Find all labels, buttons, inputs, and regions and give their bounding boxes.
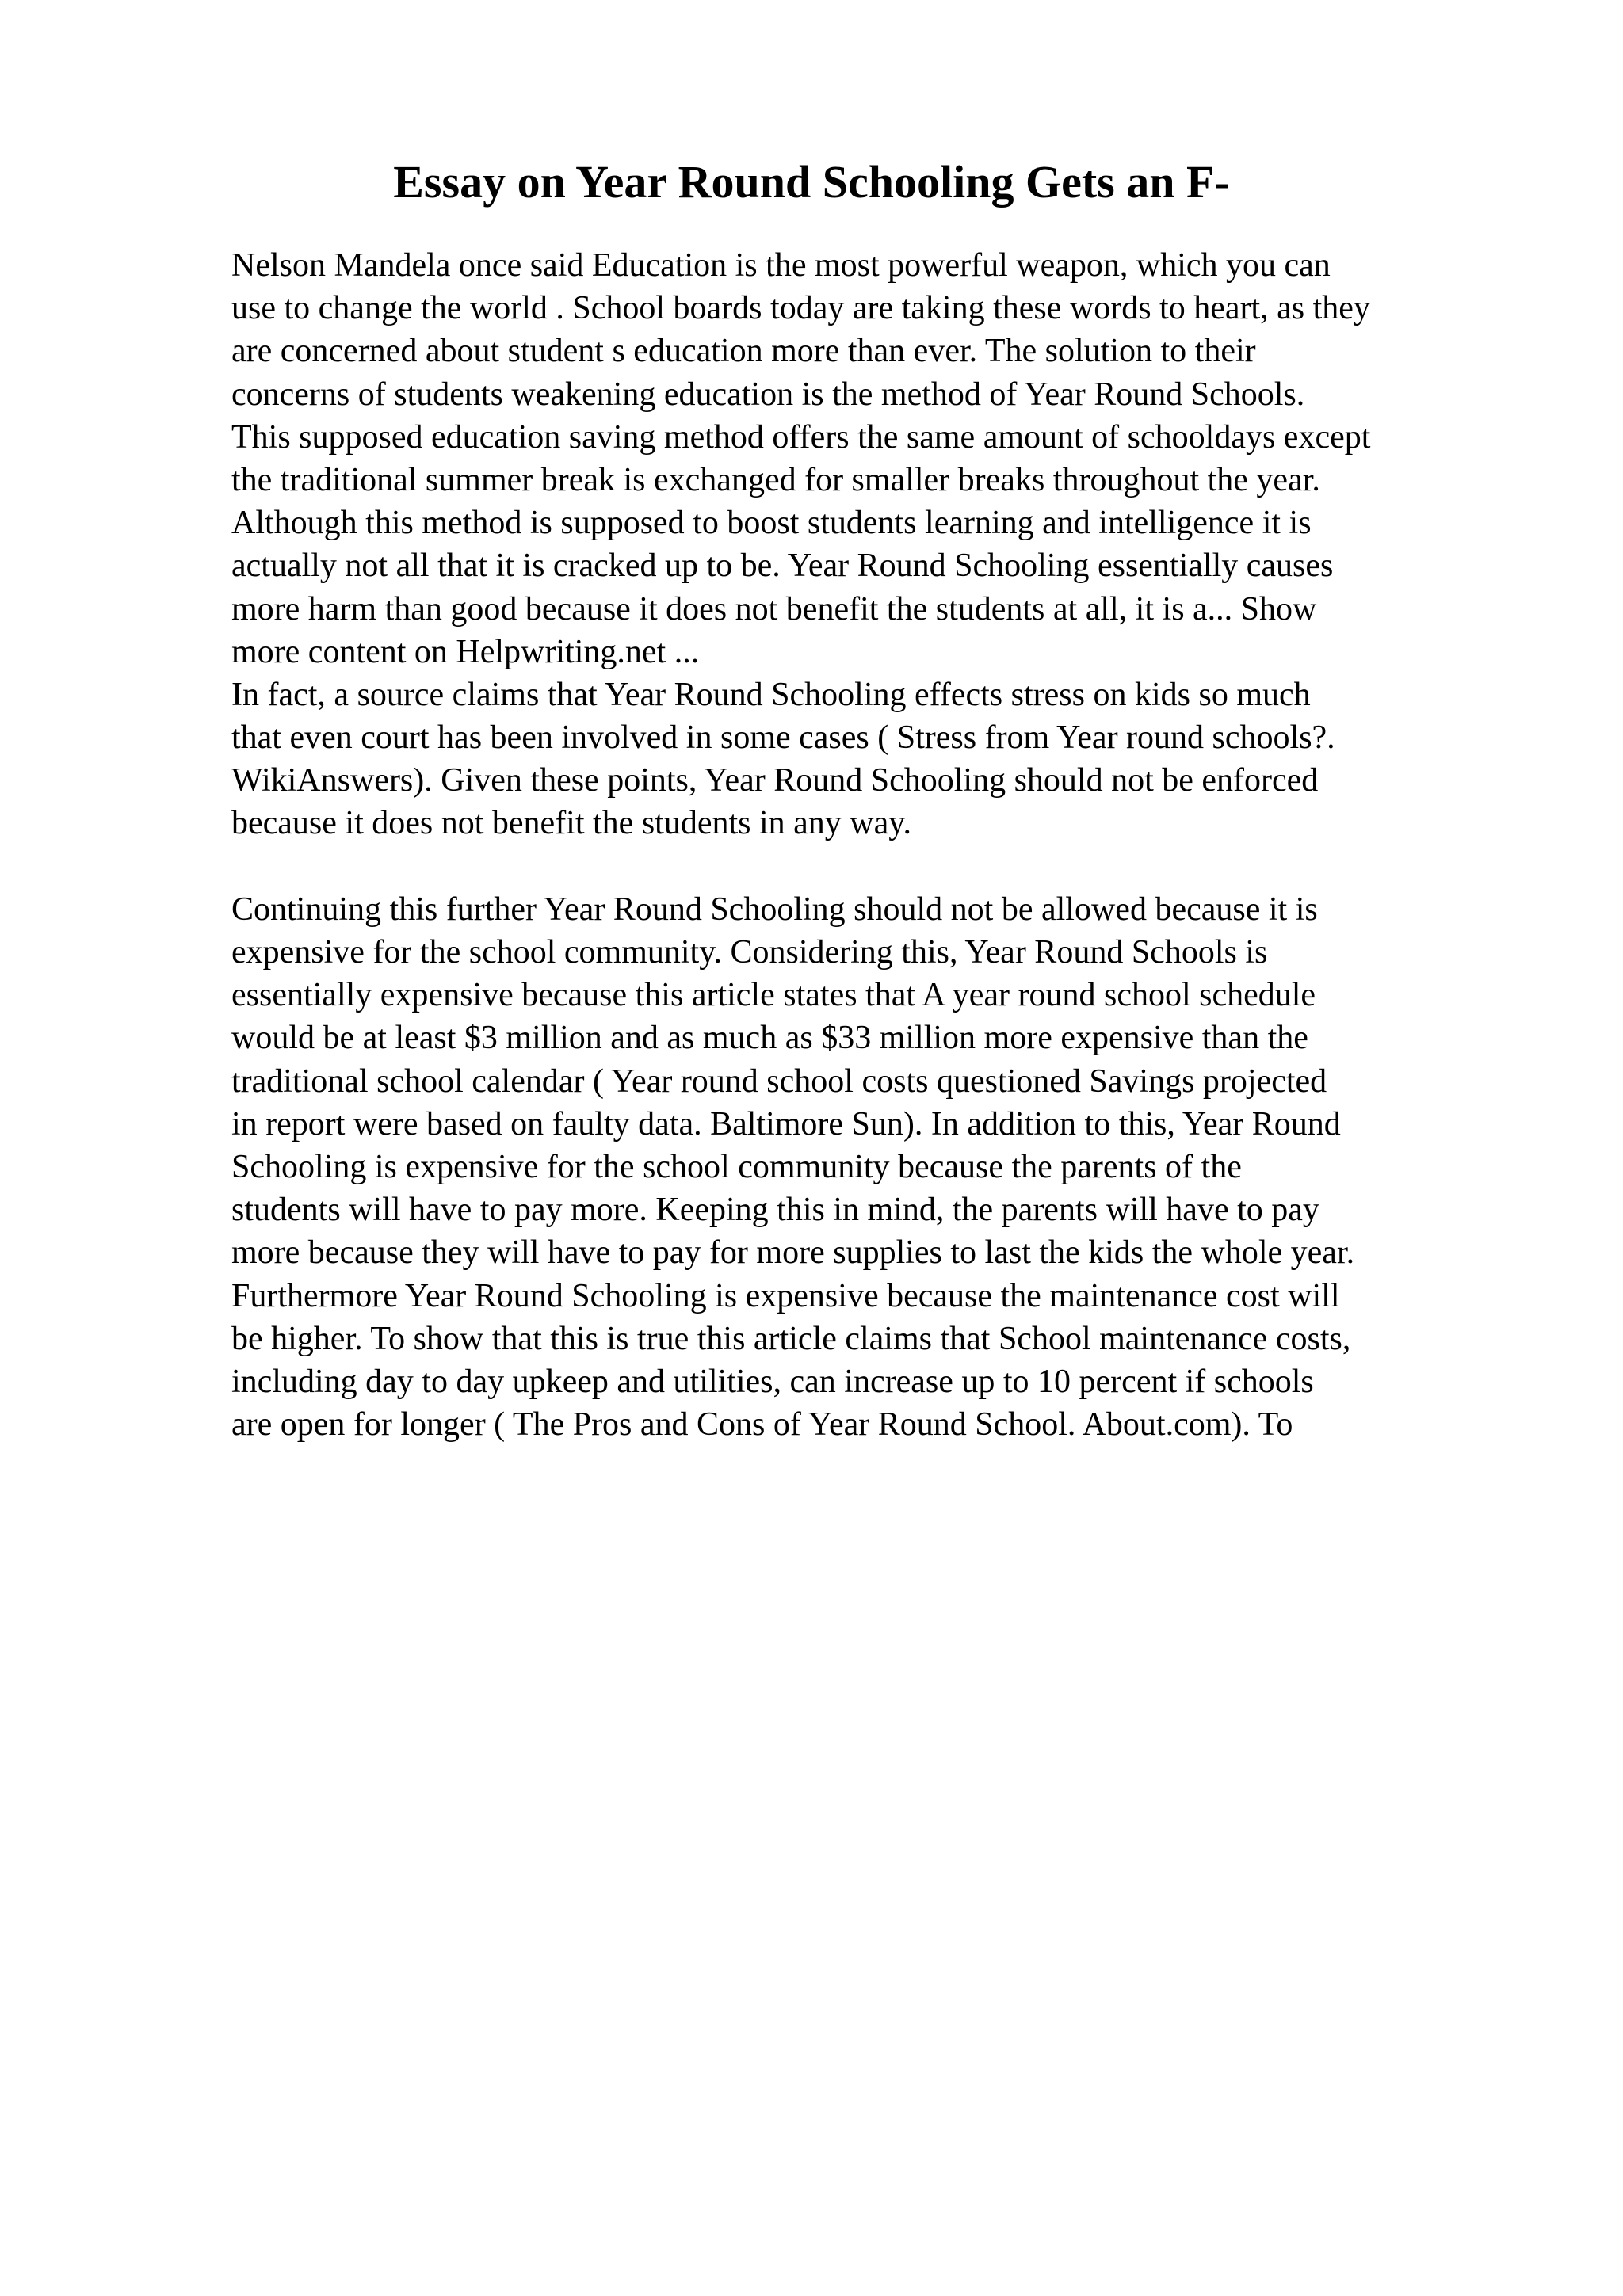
body-line: because it does not benefit the students in any way. (231, 805, 912, 842)
body-line: would be at least $3 million and as much as $33 million more expensive than the (231, 1020, 1308, 1057)
body-line: use to change the world . School boards today are taking these words to heart, as they (231, 290, 1370, 327)
body-line: are open for longer ( The Pros and Cons of Year Round School. About.com). To (231, 1406, 1293, 1444)
body-line: actually not all that it is cracked up to be. Year Round Schooling essentially causes (231, 547, 1334, 585)
body-line: Continuing this further Year Round Schooling should not be allowed because it is (231, 891, 1318, 928)
body-line: Nelson Mandela once said Education is the most powerful weapon, which you can (231, 247, 1331, 284)
body-line: Although this method is supposed to boost students learning and intelligence it is (231, 505, 1312, 542)
body-line: expensive for the school community. Considering this, Year Round Schools is (231, 934, 1268, 971)
body-line: are concerned about student s education more than ever. The solution to their (231, 333, 1256, 370)
body-line: in report were based on faulty data. Baltimore Sun). In addition to this, Year Round (231, 1105, 1341, 1142)
body-line: concerns of students weakening education is the method of Year Round Schools. (231, 376, 1305, 413)
body-line: Schooling is expensive for the school community because the parents of the (231, 1148, 1242, 1185)
body-line: This supposed education saving method offers the same amount of schooldays except (231, 418, 1371, 456)
body-line: Furthermore Year Round Schooling is expensive because the maintenance cost will (231, 1277, 1340, 1314)
body-line: students will have to pay more. Keeping this in mind, the parents will have to pay (231, 1192, 1319, 1229)
body-line: that even court has been involved in some cases ( Stress from Year round schools?. (231, 719, 1335, 757)
body-line: be higher. To show that this is true this article claims that School maintenance costs, (231, 1320, 1351, 1357)
document-title: Essay on Year Round Schooling Gets an F- (393, 156, 1230, 208)
body-line: more harm than good because it does not benefit the students at all, it is a... Show (231, 590, 1317, 627)
body-line: the traditional summer break is exchanged for smaller breaks throughout the year. (231, 461, 1320, 498)
body-line: In fact, a source claims that Year Round Schooling effects stress on kids so much (231, 676, 1311, 713)
body-line: including day to day upkeep and utilities, can increase up to 10 percent if schools (231, 1363, 1314, 1400)
body-line: more content on Helpwriting.net ... (231, 633, 700, 670)
body-line: traditional school calendar ( Year round school costs questioned Savings projected (231, 1062, 1327, 1100)
document-body (231, 244, 1515, 1446)
body-line: essentially expensive because this article states that A year round school schedule (231, 977, 1316, 1014)
paragraph-gap (231, 845, 1515, 888)
body-line: more because they will have to pay for more supplies to last the kids the whole year. (231, 1234, 1355, 1272)
body-line: WikiAnswers). Given these points, Year Round Schooling should not be enforced (231, 762, 1319, 799)
